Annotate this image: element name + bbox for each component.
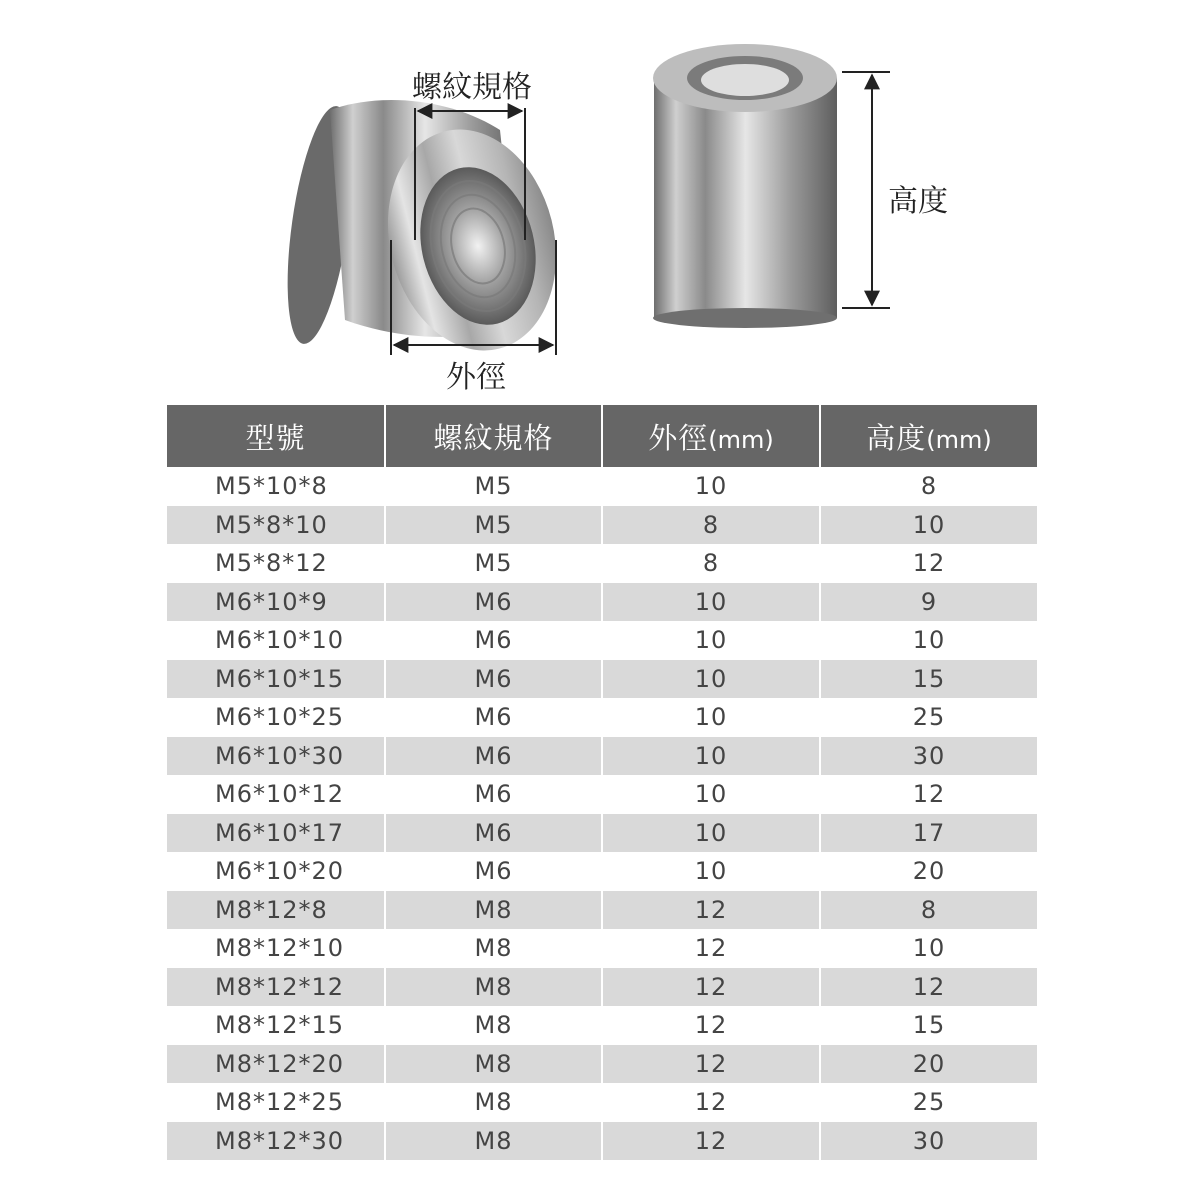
cell-thread: M6 xyxy=(385,660,602,699)
table-row xyxy=(167,660,1037,699)
cell-model: M5*8*10 xyxy=(167,506,385,545)
cell-height: 10 xyxy=(820,929,1037,968)
cell-height: 20 xyxy=(820,852,1037,891)
cell-height: 9 xyxy=(820,583,1037,622)
cell-model: M6*10*9 xyxy=(167,583,385,622)
cell-height: 30 xyxy=(820,1122,1037,1161)
cell-height: 30 xyxy=(820,737,1037,776)
cell-outer-diameter: 10 xyxy=(602,737,820,776)
cell-outer-diameter: 10 xyxy=(602,852,820,891)
table-row xyxy=(167,852,1037,891)
cell-model: M8*12*25 xyxy=(215,1088,345,1117)
table-row xyxy=(167,621,1037,660)
product-photo xyxy=(0,0,1200,400)
table-row xyxy=(167,1006,1037,1045)
cell-model: M6*10*15 xyxy=(167,660,385,699)
right-nut-icon xyxy=(653,44,837,328)
cell-height: 12 xyxy=(820,775,1037,814)
left-nut-icon xyxy=(276,100,579,369)
cell-height: 8 xyxy=(820,891,1037,930)
cell-outer-diameter: 12 xyxy=(602,1006,820,1045)
table-row xyxy=(167,968,1037,1007)
cell-outer-diameter: 8 xyxy=(602,506,820,545)
cell-height: 10 xyxy=(820,506,1037,545)
table-header-row xyxy=(167,405,1037,467)
cell-outer-diameter: 10 xyxy=(602,621,820,660)
cell-model: M8*12*10 xyxy=(215,934,345,963)
round-coupling-nut-illustration xyxy=(0,0,1200,400)
cell-thread: M6 xyxy=(385,852,602,891)
cell-height: 15 xyxy=(820,1006,1037,1045)
spec-table xyxy=(167,405,1037,1160)
cell-outer-diameter: 8 xyxy=(602,544,820,583)
cell-model: M6*10*12 xyxy=(215,780,345,809)
cell-thread: M8 xyxy=(385,1006,602,1045)
cell-outer-diameter: 12 xyxy=(602,1045,820,1084)
table-row xyxy=(167,544,1037,583)
cell-thread: M8 xyxy=(385,1083,602,1122)
cell-model: M5*8*12 xyxy=(215,549,328,578)
cell-model: M6*10*17 xyxy=(167,814,385,853)
cell-model: M8*12*8 xyxy=(167,891,385,930)
cell-outer-diameter: 12 xyxy=(602,968,820,1007)
table-row xyxy=(167,814,1037,853)
cell-outer-diameter: 10 xyxy=(602,814,820,853)
cell-outer-diameter: 12 xyxy=(602,1083,820,1122)
cell-thread: M8 xyxy=(385,968,602,1007)
cell-outer-diameter: 10 xyxy=(602,467,820,506)
header-thread: 螺紋規格 xyxy=(385,405,602,467)
cell-outer-diameter: 10 xyxy=(602,660,820,699)
cell-model: M8*12*30 xyxy=(167,1122,385,1161)
header-outer-diameter: 外徑(mm) xyxy=(602,405,820,467)
table-row xyxy=(167,891,1037,930)
cell-model: M6*10*20 xyxy=(215,857,345,886)
cell-height: 15 xyxy=(820,660,1037,699)
cell-outer-diameter: 10 xyxy=(602,698,820,737)
cell-thread: M5 xyxy=(385,544,602,583)
thread-spec-label: 螺紋規格 xyxy=(412,70,532,105)
cell-model: M6*10*10 xyxy=(215,626,345,655)
table-row xyxy=(167,737,1037,776)
cell-thread: M6 xyxy=(385,583,602,622)
cell-thread: M8 xyxy=(385,1122,602,1161)
table-row xyxy=(167,467,1037,506)
cell-outer-diameter: 10 xyxy=(602,583,820,622)
cell-outer-diameter: 12 xyxy=(602,1122,820,1161)
table-row xyxy=(167,929,1037,968)
table-row xyxy=(167,1083,1037,1122)
cell-model: M5*10*8 xyxy=(215,472,328,501)
table-row xyxy=(167,583,1037,622)
cell-height: 17 xyxy=(820,814,1037,853)
cell-height: 20 xyxy=(820,1045,1037,1084)
table-row xyxy=(167,1122,1037,1161)
cell-thread: M8 xyxy=(385,929,602,968)
cell-thread: M6 xyxy=(385,775,602,814)
cell-outer-diameter: 12 xyxy=(602,891,820,930)
cell-height: 12 xyxy=(820,968,1037,1007)
cell-thread: M8 xyxy=(385,1045,602,1084)
cell-model: M8*12*20 xyxy=(167,1045,385,1084)
table-row xyxy=(167,775,1037,814)
outer-diameter-label: 外徑 xyxy=(446,360,506,395)
cell-model: M8*12*12 xyxy=(167,968,385,1007)
cell-thread: M6 xyxy=(385,621,602,660)
cell-outer-diameter: 10 xyxy=(602,775,820,814)
header-height: 高度(mm) xyxy=(820,405,1037,467)
header-model: 型號 xyxy=(167,405,385,467)
cell-height: 12 xyxy=(820,544,1037,583)
cell-thread: M5 xyxy=(385,467,602,506)
cell-thread: M5 xyxy=(385,506,602,545)
cell-model: M6*10*30 xyxy=(167,737,385,776)
table-row xyxy=(167,506,1037,545)
height-label: 高度 xyxy=(888,184,948,219)
cell-thread: M6 xyxy=(385,698,602,737)
cell-thread: M6 xyxy=(385,814,602,853)
cell-thread: M6 xyxy=(385,737,602,776)
cell-height: 10 xyxy=(820,621,1037,660)
cell-thread: M8 xyxy=(385,891,602,930)
cell-model: M6*10*25 xyxy=(215,703,345,732)
cell-model: M8*12*15 xyxy=(215,1011,345,1040)
table-row xyxy=(167,1045,1037,1084)
cell-height: 25 xyxy=(820,1083,1037,1122)
table-row xyxy=(167,698,1037,737)
cell-height: 25 xyxy=(820,698,1037,737)
cell-outer-diameter: 12 xyxy=(602,929,820,968)
cell-height: 8 xyxy=(820,467,1037,506)
